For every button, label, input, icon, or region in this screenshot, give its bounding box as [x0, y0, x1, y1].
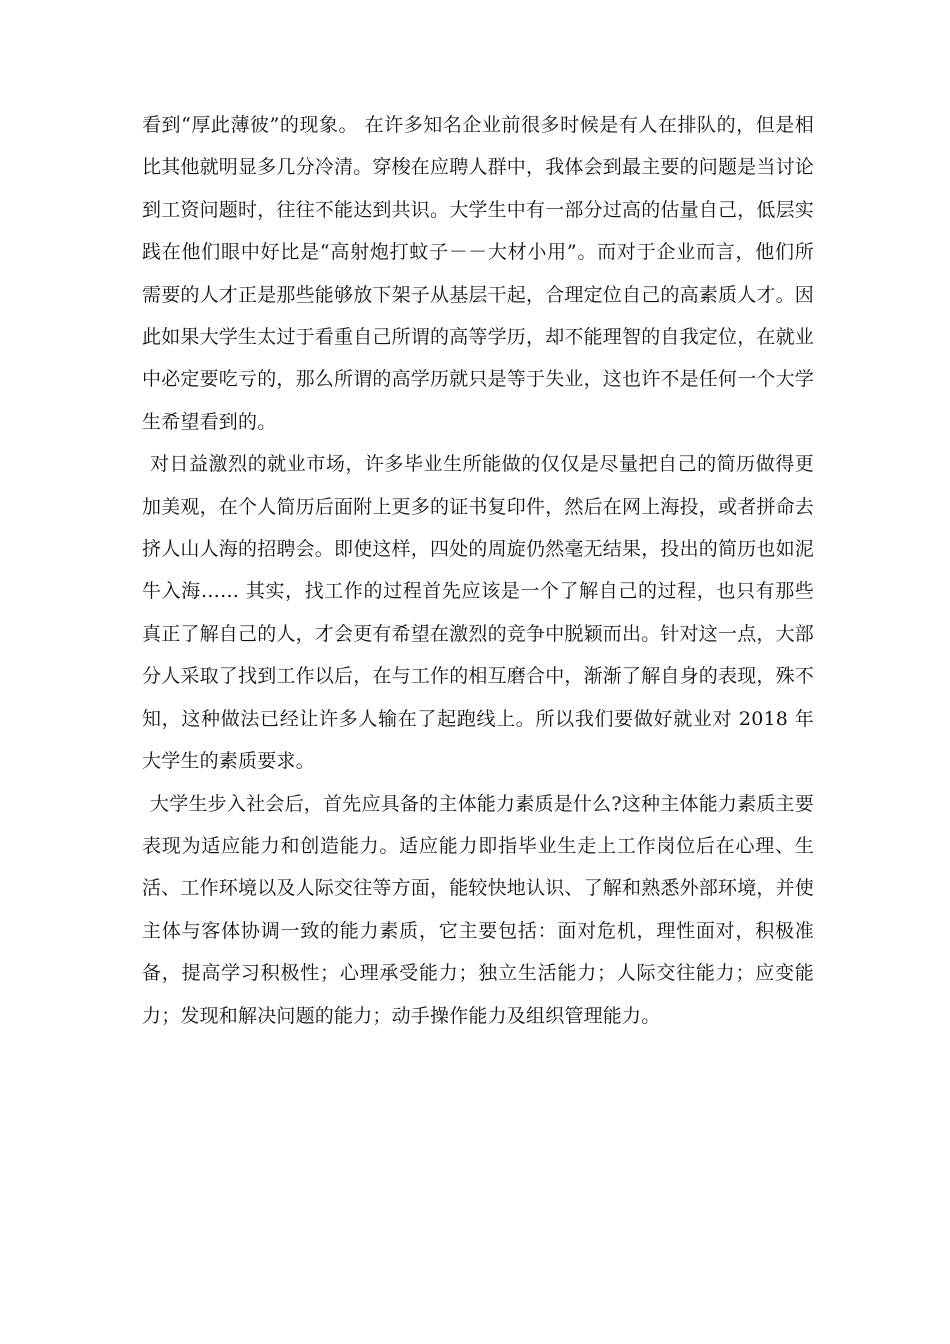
- paragraph-2: 对日益激烈的就业市场，许多毕业生所能做的仅仅是尽量把自己的简历做得更加美观，在个人简历后面附上更多的证书复印件，然后在网上海投，或者拼命去挤人山人海的招聘会。即使这样，四处的周旋仍然毫无结果，投出的简历也如泥牛入海…… 其实，找工作的过程首先应该是一个了解自己的过程，也只有那些真正了解自己的人，才会更有希望在激烈的竞争中脱颖而出。针对这一点，大部分人采取了找到工作以后，在与工作的相互磨合中，渐渐了解自身的表现，殊不知，这种做法已经让许多人输在了起跑线上。所以我们要做好就业对 2018 年大学生的素质要求。: [142, 453, 815, 773]
- paragraph-1: 看到“厚此薄彼”的现象。 在许多知名企业前很多时候是有人在排队的，但是相比其他就明显多几分冷清。穿梭在应聘人群中，我体会到最主要的问题是当讨论到工资问题时，往往不能达到共识。大学生中有一部分过高的估量自己，低层实践在他们眼中好比是“高射炮打蚊子－－大材小用”。而对于企业而言，他们所需要的人才正是那些能够放下架子从基层干起，合理定位自己的高素质人才。因此如果大学生太过于看重自己所谓的高等学历，却不能理智的自我定位，在就业中必定要吃亏的，那么所谓的高学历就只是等于失业，这也许不是任何一个大学生希望看到的。: [142, 114, 815, 433]
- document-body: [142, 104, 814, 1037]
- paragraph-3: 大学生步入社会后，首先应具备的主体能力素质是什么?这种主体能力素质主要表现为适应能力和创造能力。适应能力即指毕业生走上工作岗位后在心理、生活、工作环境以及人际交往等方面，能较快地认识、了解和熟悉外部环境，并使主体与客体协调一致的能力素质，它主要包括：面对危机，理性面对，积极准备，提高学习积极性；心理承受能力；独立生活能力；人际交往能力；应变能力；发现和解决问题的能力；动手操作能力及组织管理能力。: [142, 792, 815, 1027]
